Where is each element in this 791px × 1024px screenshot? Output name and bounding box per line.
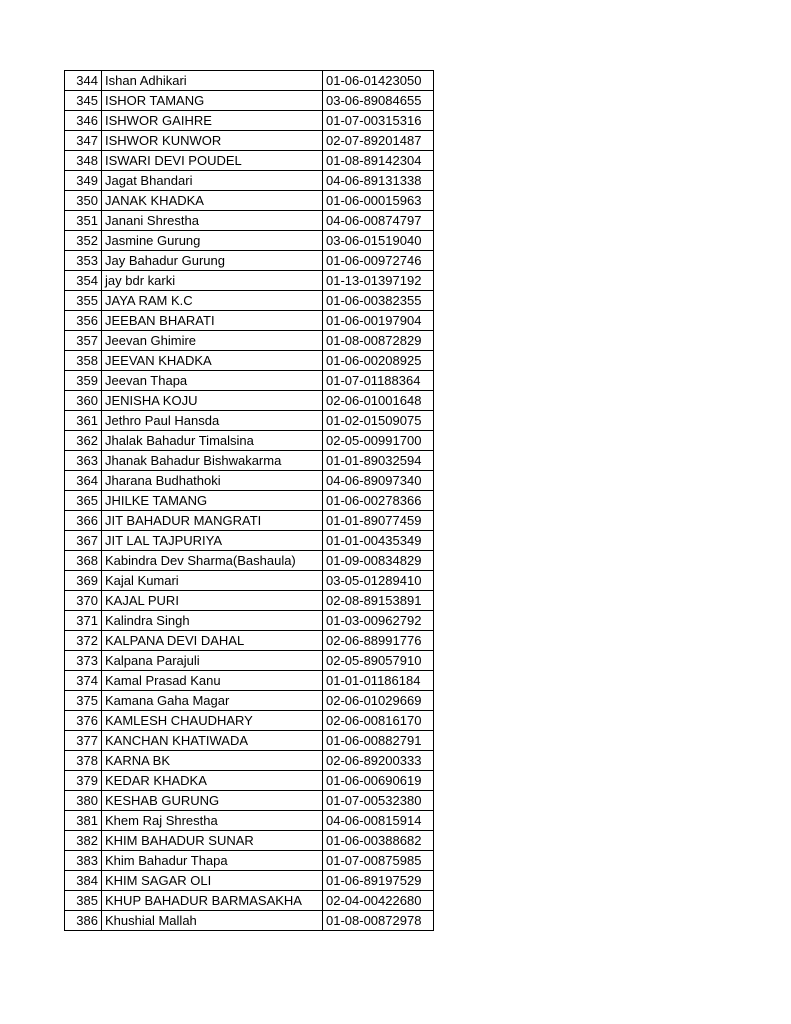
serial-number-cell: 356 xyxy=(65,311,102,331)
table-row xyxy=(65,111,434,131)
id-number-cell: 01-07-00875985 xyxy=(323,851,434,871)
serial-number-cell: 376 xyxy=(65,711,102,731)
id-number-cell: 02-06-00816170 xyxy=(323,711,434,731)
table-row xyxy=(65,791,434,811)
name-cell: Kajal Kumari xyxy=(102,571,323,591)
name-cell: KHUP BAHADUR BARMASAKHA xyxy=(102,891,323,911)
name-cell: KARNA BK xyxy=(102,751,323,771)
id-number-cell: 01-13-01397192 xyxy=(323,271,434,291)
table-row xyxy=(65,751,434,771)
serial-number-cell: 349 xyxy=(65,171,102,191)
serial-number-cell: 369 xyxy=(65,571,102,591)
name-cell: Janani Shrestha xyxy=(102,211,323,231)
serial-number-cell: 346 xyxy=(65,111,102,131)
serial-number-cell: 375 xyxy=(65,691,102,711)
name-cell: Khem Raj Shrestha xyxy=(102,811,323,831)
serial-number-cell: 364 xyxy=(65,471,102,491)
id-number-cell: 01-01-00435349 xyxy=(323,531,434,551)
table-row xyxy=(65,591,434,611)
serial-number-cell: 368 xyxy=(65,551,102,571)
serial-number-cell: 365 xyxy=(65,491,102,511)
name-cell: JIT BAHADUR MANGRATI xyxy=(102,511,323,531)
serial-number-cell: 381 xyxy=(65,811,102,831)
table-row xyxy=(65,571,434,591)
table-row xyxy=(65,231,434,251)
serial-number-cell: 367 xyxy=(65,531,102,551)
name-cell: JHILKE TAMANG xyxy=(102,491,323,511)
name-cell: Jharana Budhathoki xyxy=(102,471,323,491)
name-cell: Jeevan Thapa xyxy=(102,371,323,391)
serial-number-cell: 370 xyxy=(65,591,102,611)
name-cell: Kamana Gaha Magar xyxy=(102,691,323,711)
serial-number-cell: 344 xyxy=(65,71,102,91)
name-cell: ISHOR TAMANG xyxy=(102,91,323,111)
serial-number-cell: 385 xyxy=(65,891,102,911)
serial-number-cell: 383 xyxy=(65,851,102,871)
table-row xyxy=(65,411,434,431)
id-number-cell: 01-06-00197904 xyxy=(323,311,434,331)
id-number-cell: 01-06-00690619 xyxy=(323,771,434,791)
name-cell: JEEVAN KHADKA xyxy=(102,351,323,371)
serial-number-cell: 361 xyxy=(65,411,102,431)
id-number-cell: 01-06-89197529 xyxy=(323,871,434,891)
name-cell: KESHAB GURUNG xyxy=(102,791,323,811)
table-row xyxy=(65,871,434,891)
name-cell: ISHWOR GAIHRE xyxy=(102,111,323,131)
id-number-cell: 04-06-89131338 xyxy=(323,171,434,191)
table-row xyxy=(65,811,434,831)
serial-number-cell: 382 xyxy=(65,831,102,851)
serial-number-cell: 352 xyxy=(65,231,102,251)
id-number-cell: 01-07-00315316 xyxy=(323,111,434,131)
id-number-cell: 04-06-89097340 xyxy=(323,471,434,491)
serial-number-cell: 347 xyxy=(65,131,102,151)
name-cell: Jethro Paul Hansda xyxy=(102,411,323,431)
serial-number-cell: 373 xyxy=(65,651,102,671)
name-cell: KAJAL PURI xyxy=(102,591,323,611)
name-cell: JANAK KHADKA xyxy=(102,191,323,211)
name-cell: jay bdr karki xyxy=(102,271,323,291)
table-row xyxy=(65,471,434,491)
table-row xyxy=(65,891,434,911)
table-row xyxy=(65,71,434,91)
id-number-cell: 02-05-00991700 xyxy=(323,431,434,451)
name-cell: ISHWOR KUNWOR xyxy=(102,131,323,151)
name-cell: KALPANA DEVI DAHAL xyxy=(102,631,323,651)
table-row xyxy=(65,211,434,231)
table-row xyxy=(65,331,434,351)
id-number-cell: 02-06-88991776 xyxy=(323,631,434,651)
id-number-cell: 01-06-00882791 xyxy=(323,731,434,751)
id-number-cell: 02-08-89153891 xyxy=(323,591,434,611)
serial-number-cell: 353 xyxy=(65,251,102,271)
serial-number-cell: 350 xyxy=(65,191,102,211)
id-number-cell: 03-05-01289410 xyxy=(323,571,434,591)
name-cell: Kalindra Singh xyxy=(102,611,323,631)
name-cell: KAMLESH CHAUDHARY xyxy=(102,711,323,731)
id-number-cell: 02-07-89201487 xyxy=(323,131,434,151)
id-number-cell: 02-06-01001648 xyxy=(323,391,434,411)
id-number-cell: 04-06-00815914 xyxy=(323,811,434,831)
id-number-cell: 04-06-00874797 xyxy=(323,211,434,231)
table-row xyxy=(65,631,434,651)
name-cell: JIT LAL TAJPURIYA xyxy=(102,531,323,551)
table-row xyxy=(65,171,434,191)
id-number-cell: 02-04-00422680 xyxy=(323,891,434,911)
table-row xyxy=(65,371,434,391)
table-row xyxy=(65,551,434,571)
serial-number-cell: 380 xyxy=(65,791,102,811)
id-number-cell: 01-06-01423050 xyxy=(323,71,434,91)
serial-number-cell: 360 xyxy=(65,391,102,411)
id-number-cell: 01-07-00532380 xyxy=(323,791,434,811)
id-number-cell: 01-03-00962792 xyxy=(323,611,434,631)
table-row xyxy=(65,771,434,791)
id-number-cell: 01-06-00382355 xyxy=(323,291,434,311)
name-cell: JEEBAN BHARATI xyxy=(102,311,323,331)
name-cell: Jasmine Gurung xyxy=(102,231,323,251)
id-number-cell: 01-01-89077459 xyxy=(323,511,434,531)
table-row xyxy=(65,731,434,751)
serial-number-cell: 354 xyxy=(65,271,102,291)
table-row xyxy=(65,431,434,451)
name-cell: Jhalak Bahadur Timalsina xyxy=(102,431,323,451)
name-cell: Kabindra Dev Sharma(Bashaula) xyxy=(102,551,323,571)
id-number-cell: 01-06-00972746 xyxy=(323,251,434,271)
id-number-cell: 03-06-01519040 xyxy=(323,231,434,251)
table-row xyxy=(65,191,434,211)
serial-number-cell: 384 xyxy=(65,871,102,891)
serial-number-cell: 348 xyxy=(65,151,102,171)
serial-number-cell: 357 xyxy=(65,331,102,351)
id-number-cell: 02-06-89200333 xyxy=(323,751,434,771)
table-row xyxy=(65,711,434,731)
table-row xyxy=(65,251,434,271)
table-row xyxy=(65,691,434,711)
serial-number-cell: 362 xyxy=(65,431,102,451)
id-number-cell: 01-09-00834829 xyxy=(323,551,434,571)
name-cell: KHIM BAHADUR SUNAR xyxy=(102,831,323,851)
serial-number-cell: 379 xyxy=(65,771,102,791)
serial-number-cell: 358 xyxy=(65,351,102,371)
table-row xyxy=(65,851,434,871)
table-row xyxy=(65,271,434,291)
table-row xyxy=(65,311,434,331)
serial-number-cell: 355 xyxy=(65,291,102,311)
table-row xyxy=(65,511,434,531)
name-cell: Kamal Prasad Kanu xyxy=(102,671,323,691)
serial-number-cell: 371 xyxy=(65,611,102,631)
serial-number-cell: 378 xyxy=(65,751,102,771)
table-row xyxy=(65,831,434,851)
id-number-cell: 01-06-00388682 xyxy=(323,831,434,851)
id-number-cell: 01-06-00208925 xyxy=(323,351,434,371)
id-number-cell: 01-01-89032594 xyxy=(323,451,434,471)
name-cell: KANCHAN KHATIWADA xyxy=(102,731,323,751)
table-row xyxy=(65,611,434,631)
name-cell: Ishan Adhikari xyxy=(102,71,323,91)
serial-number-cell: 374 xyxy=(65,671,102,691)
name-cell: JAYA RAM K.C xyxy=(102,291,323,311)
serial-number-cell: 377 xyxy=(65,731,102,751)
name-cell: Jhanak Bahadur Bishwakarma xyxy=(102,451,323,471)
id-number-cell: 01-08-89142304 xyxy=(323,151,434,171)
table-row xyxy=(65,391,434,411)
name-cell: KEDAR KHADKA xyxy=(102,771,323,791)
name-cell: Jeevan Ghimire xyxy=(102,331,323,351)
name-cell: Kalpana Parajuli xyxy=(102,651,323,671)
table-row xyxy=(65,491,434,511)
name-cell: Jagat Bhandari xyxy=(102,171,323,191)
table-row xyxy=(65,151,434,171)
name-cell: ISWARI DEVI POUDEL xyxy=(102,151,323,171)
id-number-cell: 01-08-00872978 xyxy=(323,911,434,931)
table-row xyxy=(65,91,434,111)
table-row xyxy=(65,291,434,311)
table-row xyxy=(65,451,434,471)
name-cell: Khushial Mallah xyxy=(102,911,323,931)
serial-number-cell: 386 xyxy=(65,911,102,931)
id-number-cell: 01-08-00872829 xyxy=(323,331,434,351)
table-row xyxy=(65,911,434,931)
serial-number-cell: 351 xyxy=(65,211,102,231)
id-number-cell: 01-06-00278366 xyxy=(323,491,434,511)
table-row xyxy=(65,351,434,371)
id-number-cell: 03-06-89084655 xyxy=(323,91,434,111)
table-body xyxy=(65,71,434,931)
id-number-cell: 01-06-00015963 xyxy=(323,191,434,211)
table-row xyxy=(65,531,434,551)
table-row xyxy=(65,651,434,671)
id-number-cell: 01-01-01186184 xyxy=(323,671,434,691)
serial-number-cell: 372 xyxy=(65,631,102,651)
name-cell: JENISHA KOJU xyxy=(102,391,323,411)
name-cell: Khim Bahadur Thapa xyxy=(102,851,323,871)
serial-number-cell: 345 xyxy=(65,91,102,111)
data-table xyxy=(64,70,434,931)
id-number-cell: 01-07-01188364 xyxy=(323,371,434,391)
serial-number-cell: 363 xyxy=(65,451,102,471)
name-cell: KHIM SAGAR OLI xyxy=(102,871,323,891)
serial-number-cell: 359 xyxy=(65,371,102,391)
table-row xyxy=(65,131,434,151)
id-number-cell: 02-05-89057910 xyxy=(323,651,434,671)
name-cell: Jay Bahadur Gurung xyxy=(102,251,323,271)
id-number-cell: 01-02-01509075 xyxy=(323,411,434,431)
table-row xyxy=(65,671,434,691)
serial-number-cell: 366 xyxy=(65,511,102,531)
id-number-cell: 02-06-01029669 xyxy=(323,691,434,711)
